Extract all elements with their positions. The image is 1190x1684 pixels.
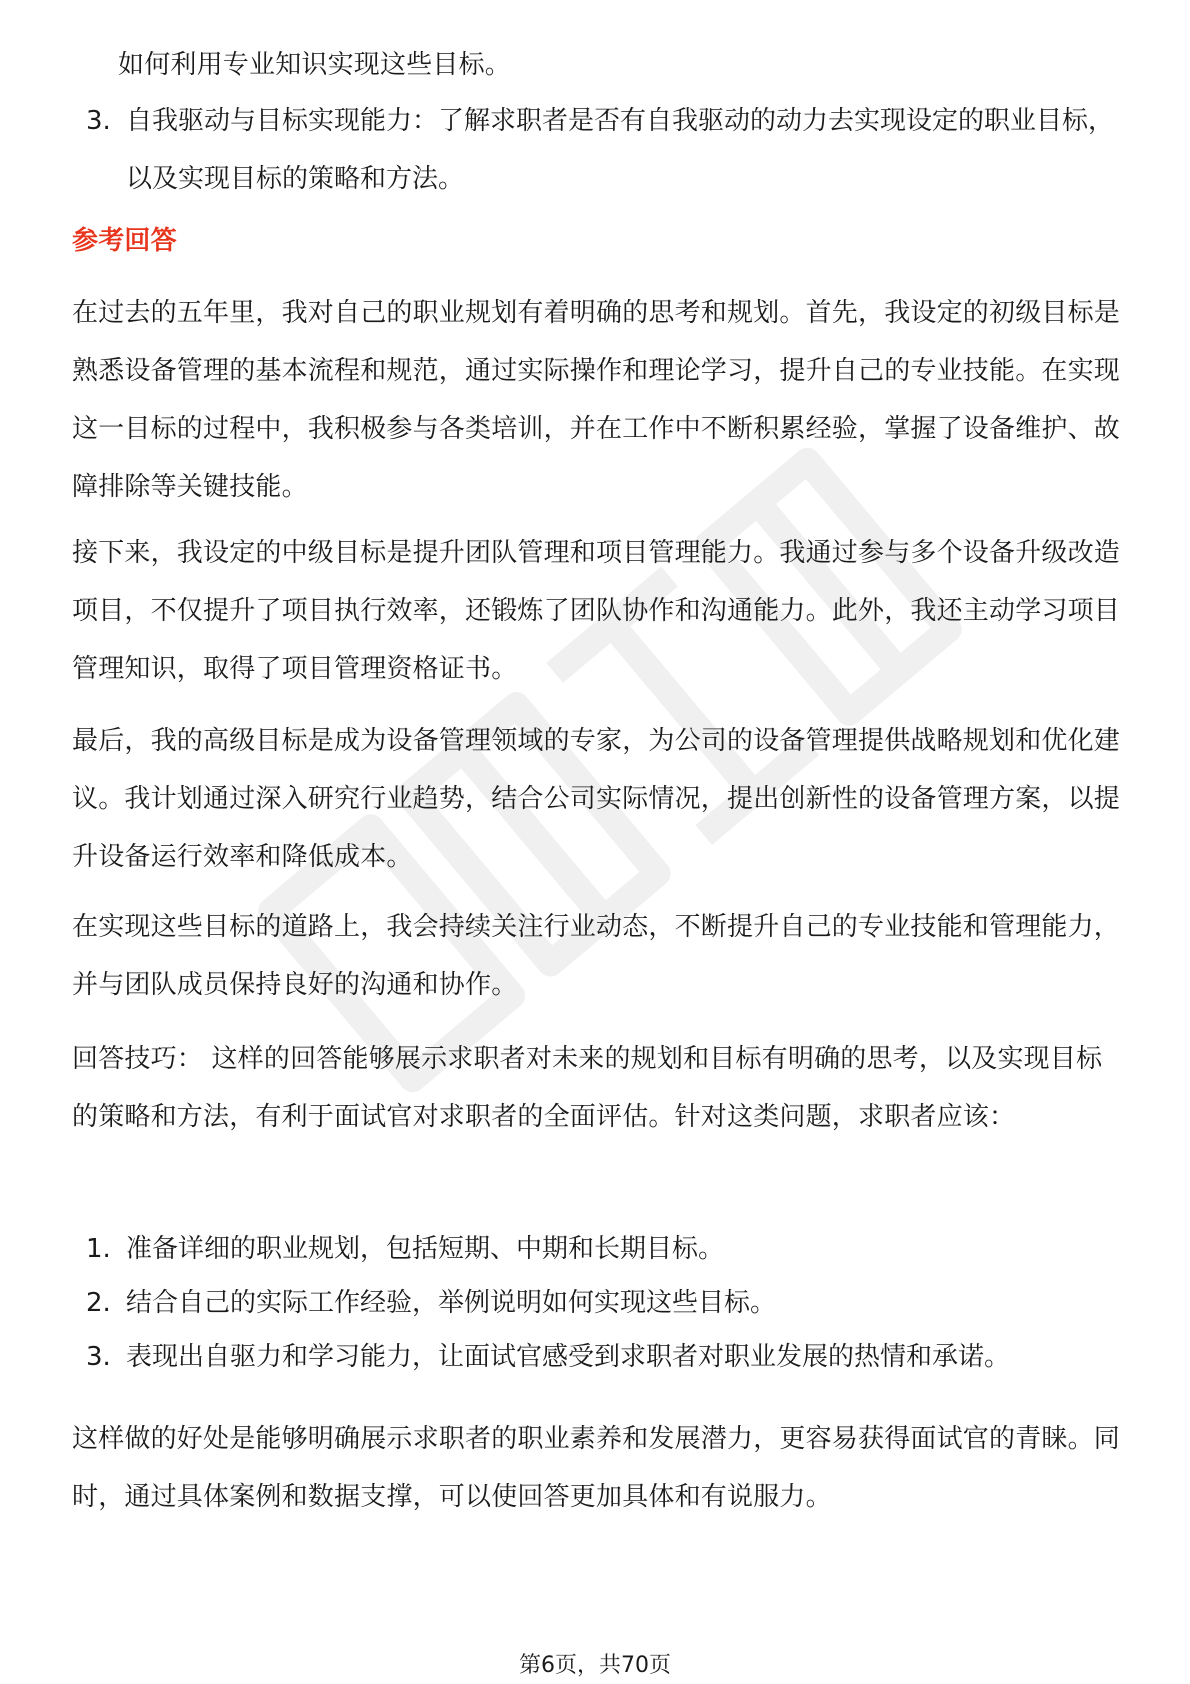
section-heading: 参考回答: [72, 226, 177, 256]
list-text: 结合自己的实际工作经验，举例说明如何实现这些目标。: [126, 1288, 777, 1318]
list-number: 1.: [86, 1234, 111, 1264]
page-number: 第6页，共70页: [519, 1653, 671, 1678]
list-number: 3.: [86, 106, 111, 136]
list-number: 3.: [86, 1342, 111, 1372]
list-text: 表现出自驱力和学习能力，让面试官感受到求职者对职业发展的热情和承诺。: [126, 1342, 1011, 1372]
list-text: 自我驱动与目标实现能力：了解求职者是否有自我驱动的动力去实现设定的职业目标，以及实现目标的策略和方法。: [126, 106, 1115, 194]
paragraph: 接下来，我设定的中级目标是提升团队管理和项目管理能力。我通过参与多个设备升级改造项目，不仅提升了项目执行效率，还锻炼了团队协作和沟通能力。此外，我还主动学习项目管理知识，取得了项目管理资格证书。: [72, 538, 1121, 684]
paragraph: 最后，我的高级目标是成为设备管理领域的专家，为公司的设备管理提供战略规划和优化建议。我计划通过深入研究行业趋势，结合公司实际情况，提出创新性的设备管理方案，以提升设备运行效率和降低成本。: [72, 726, 1121, 872]
paragraph: 回答技巧： 这样的回答能够展示求职者对未来的规划和目标有明确的思考，以及实现目标的策略和方法，有利于面试官对求职者的全面评估。针对这类问题，求职者应该：: [72, 1044, 1103, 1132]
paragraph: 在过去的五年里，我对自己的职业规划有着明确的思考和规划。首先，我设定的初级目标是熟悉设备管理的基本流程和规范，通过实际操作和理论学习，提升自己的专业技能。在实现这一目标的过程中，我积极参与各类培训，并在工作中不断积累经验，掌握了设备维护、故障排除等关键技能。: [72, 298, 1121, 502]
list-number: 2.: [86, 1288, 111, 1318]
paragraph: 在实现这些目标的道路上，我会持续关注行业动态，不断提升自己的专业技能和管理能力，并与团队成员保持良好的沟通和协作。: [72, 912, 1121, 1000]
paragraph: 这样做的好处是能够明确展示求职者的职业素养和发展潜力，更容易获得面试官的青睐。同时，通过具体案例和数据支撑，可以使回答更加具体和有说服力。: [72, 1424, 1121, 1512]
continued-text: 如何利用专业知识实现这些目标。: [118, 50, 512, 80]
list-text: 准备详细的职业规划，包括短期、中期和长期目标。: [126, 1234, 725, 1264]
